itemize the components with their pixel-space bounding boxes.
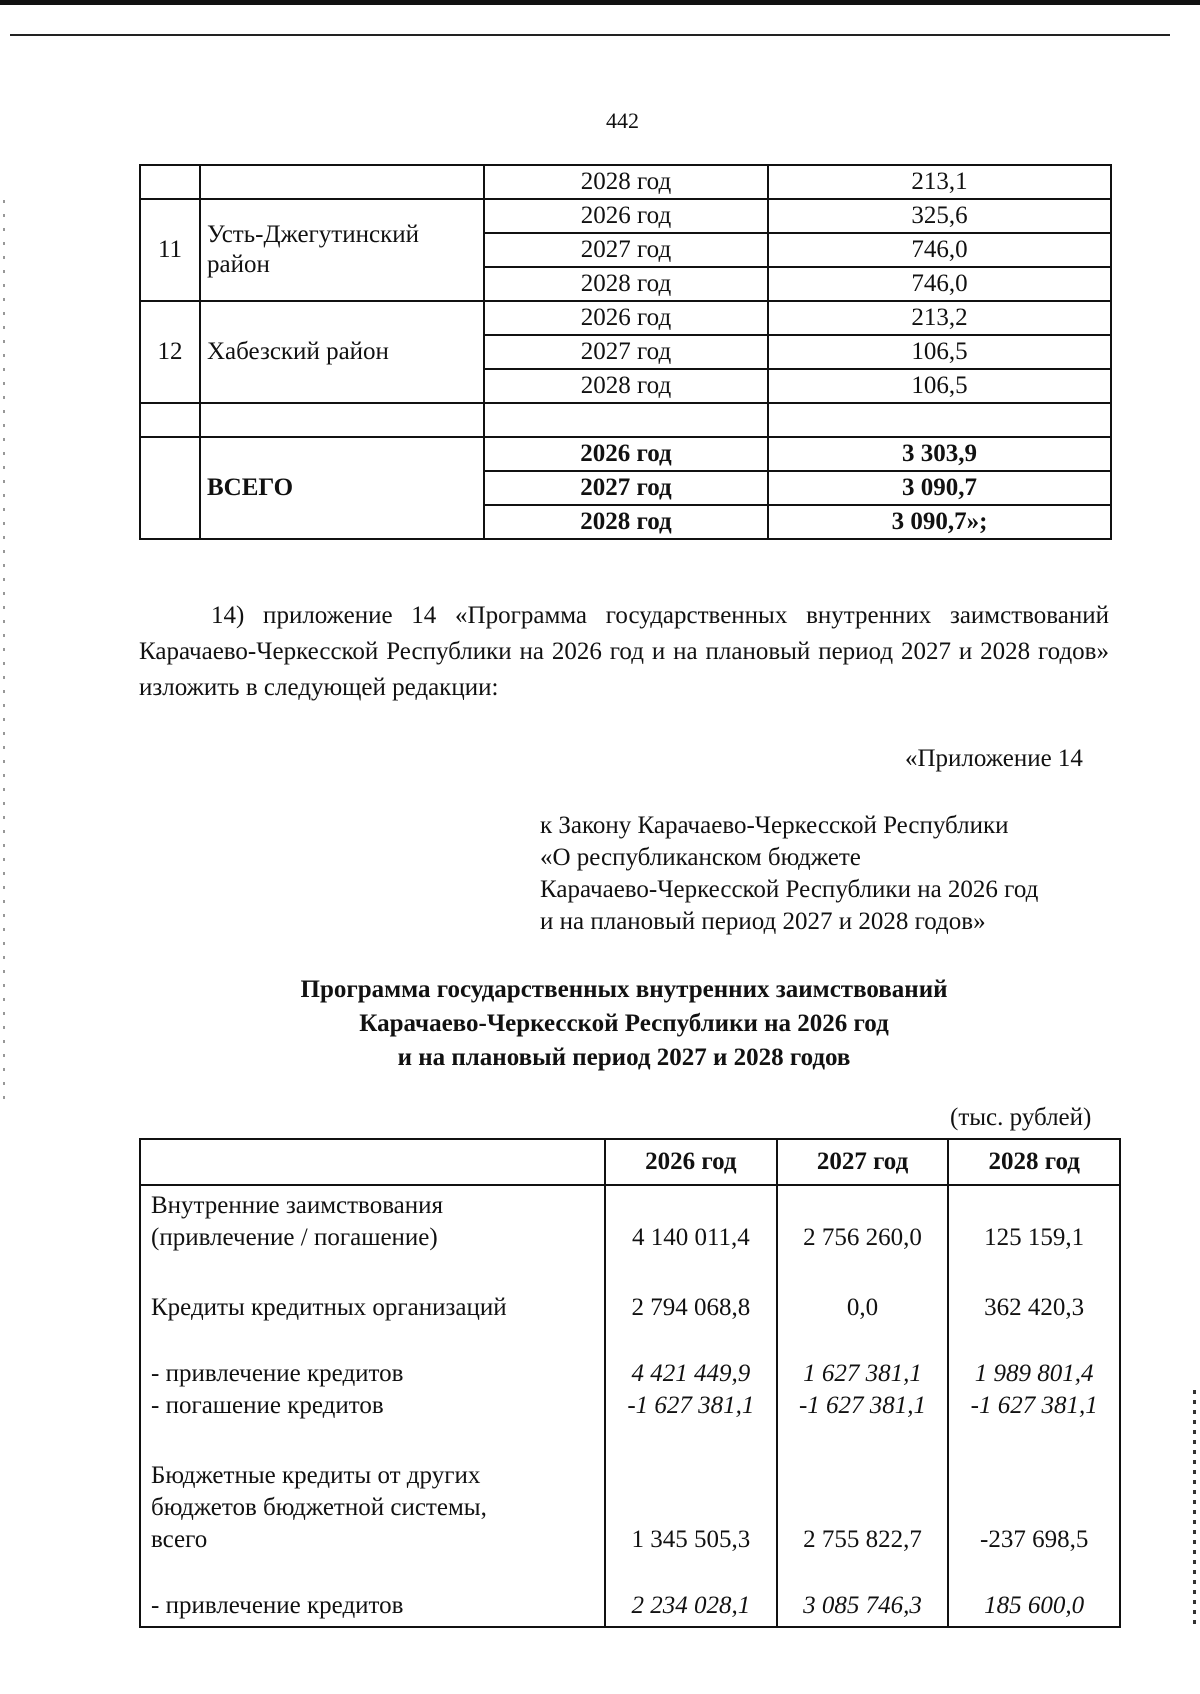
row-label-cell <box>140 1456 605 1586</box>
total-value: 3 090,7 <box>768 471 1111 505</box>
row-number <box>140 437 200 539</box>
year-cell: 2027 год <box>484 233 768 267</box>
amount-value: 185 600,0 <box>984 1592 1085 1619</box>
value-cell <box>605 1456 777 1586</box>
amount-value <box>608 1460 774 1492</box>
value-cell <box>605 1354 777 1456</box>
amount-value: -237 698,5 <box>980 1526 1089 1553</box>
amount-value <box>780 1492 946 1524</box>
value-cell <box>948 1456 1120 1586</box>
table-row <box>140 1586 1120 1627</box>
unit-label: (тыс. рублей) <box>950 1104 1092 1131</box>
row-number: 11 <box>140 199 200 301</box>
year-cell: 2026 год <box>484 437 768 471</box>
row-label: Внутренние заимствования <box>151 1192 444 1219</box>
page-number: 442 <box>606 108 639 133</box>
amount-value: 2 794 068,8 <box>631 1294 751 1321</box>
row-number <box>140 403 200 437</box>
table-row-total <box>140 437 1111 471</box>
row-label-cell <box>140 1185 605 1288</box>
value-cell <box>777 1586 949 1627</box>
amount-value: -1 627 381,1 <box>798 1392 927 1419</box>
row-label-cell <box>140 1288 605 1354</box>
amount-value: 1 345 505,3 <box>631 1526 751 1553</box>
value-cell <box>605 1586 777 1627</box>
amount-value: 4 421 449,9 <box>631 1360 751 1387</box>
program-title-line: Карачаево-Черкесской Республики на 2026 год <box>359 1010 889 1037</box>
value-cell <box>948 1586 1120 1627</box>
value-cell: 106,5 <box>768 369 1111 403</box>
scan-right-edge-marks <box>1193 1390 1196 1630</box>
total-value: 3 090,7»; <box>768 505 1111 539</box>
district-name <box>200 165 484 199</box>
amount-value: 0,0 <box>846 1294 879 1321</box>
value-cell: 213,1 <box>768 165 1111 199</box>
row-label: Бюджетные кредиты от других <box>151 1462 481 1489</box>
borrowing-program-table <box>139 1138 1121 1628</box>
amount-value: 4 140 011,4 <box>631 1224 750 1251</box>
value-cell <box>777 1288 949 1354</box>
appendix-line: и на плановый период 2027 и 2028 годов» <box>540 908 986 935</box>
row-label-cell <box>140 1354 605 1456</box>
year-cell: 2028 год <box>484 267 768 301</box>
value-cell: 325,6 <box>768 199 1111 233</box>
amount-value <box>608 1492 774 1524</box>
amount-value: -1 627 381,1 <box>970 1392 1098 1419</box>
row-label: - привлечение кредитов <box>151 1592 404 1619</box>
total-value: 3 303,9 <box>768 437 1111 471</box>
value-cell <box>777 1456 949 1586</box>
scan-top-rule <box>10 34 1170 36</box>
year-cell: 2028 год <box>484 505 768 539</box>
district-name: Хабезский район <box>200 301 484 403</box>
header-cell: 2028 год <box>948 1139 1120 1185</box>
table-row <box>140 1456 1120 1586</box>
table-row <box>140 1354 1120 1456</box>
appendix-title: «Приложение 14 <box>905 745 1083 772</box>
amount-value <box>951 1492 1117 1524</box>
table-row <box>140 301 1111 335</box>
amount-value <box>608 1190 774 1222</box>
value-cell <box>948 1354 1120 1456</box>
value-cell <box>777 1185 949 1288</box>
appendix-line: к Закону Карачаево-Черкесской Республики <box>540 812 1009 839</box>
row-label: - привлечение кредитов <box>151 1360 404 1387</box>
header-cell <box>140 1139 605 1185</box>
appendix-reference <box>540 810 1038 938</box>
table-row-empty <box>140 403 1111 437</box>
regional-allocation-table <box>139 164 1112 540</box>
value-cell <box>948 1185 1120 1288</box>
program-title-line: Программа государственных внутренних заимствований <box>300 976 948 1003</box>
year-cell <box>484 403 768 437</box>
header-cell: 2026 год <box>605 1139 777 1185</box>
value-cell <box>605 1288 777 1354</box>
year-cell: 2026 год <box>484 301 768 335</box>
value-cell: 746,0 <box>768 267 1111 301</box>
table-header-row <box>140 1139 1120 1185</box>
amount-value <box>951 1190 1117 1222</box>
amount-value <box>780 1190 946 1222</box>
value-cell <box>605 1185 777 1288</box>
amount-value: -1 627 381,1 <box>627 1392 755 1419</box>
year-cell: 2028 год <box>484 369 768 403</box>
row-label-cell <box>140 1586 605 1627</box>
amount-value: 1 627 381,1 <box>803 1360 922 1387</box>
row-label: - погашение кредитов <box>151 1392 384 1419</box>
scan-top-border <box>0 0 1200 5</box>
year-cell: 2028 год <box>484 165 768 199</box>
row-label: всего <box>151 1526 208 1553</box>
amendment-paragraph <box>139 598 1109 706</box>
value-cell: 746,0 <box>768 233 1111 267</box>
year-cell: 2026 год <box>484 199 768 233</box>
row-number: 12 <box>140 301 200 403</box>
row-label: Кредиты кредитных организаций <box>151 1294 507 1321</box>
amount-value: 2 756 260,0 <box>803 1224 922 1251</box>
appendix-line: Карачаево-Черкесской Республики на 2026 год <box>540 876 1039 903</box>
header-cell: 2027 год <box>777 1139 949 1185</box>
amount-value <box>951 1460 1117 1492</box>
amount-value: 1 989 801,4 <box>974 1360 1094 1387</box>
value-cell <box>948 1288 1120 1354</box>
amount-value <box>780 1460 946 1492</box>
table-row <box>140 1288 1120 1354</box>
value-cell: 106,5 <box>768 335 1111 369</box>
amount-value: 362 420,3 <box>984 1294 1085 1321</box>
value-cell <box>768 403 1111 437</box>
year-cell: 2027 год <box>484 471 768 505</box>
row-label: бюджетов бюджетной системы, <box>151 1494 487 1521</box>
program-title <box>139 973 1109 1075</box>
district-name <box>200 403 484 437</box>
value-cell: 213,2 <box>768 301 1111 335</box>
scan-left-edge-marks <box>3 200 5 1100</box>
program-title-line: и на плановый период 2027 и 2028 годов <box>397 1044 851 1071</box>
year-cell: 2027 год <box>484 335 768 369</box>
amount-value: 2 755 822,7 <box>803 1526 922 1553</box>
row-label: (привлечение / погашение) <box>151 1224 438 1251</box>
amount-value: 3 085 746,3 <box>803 1592 922 1619</box>
table-row <box>140 1185 1120 1288</box>
table-row <box>140 199 1111 233</box>
row-number <box>140 165 200 199</box>
amendment-text: 14) приложение 14 «Программа государственных внутренних заимствований Карачаево-Черкесской Республики на 2026 год и на плановый период 2027 и 2028 годов» изложить в следующей редакции: <box>139 602 1109 701</box>
value-cell <box>777 1354 949 1456</box>
district-name: Усть-Джегутинский район <box>200 199 484 301</box>
appendix-line: «О республиканском бюджете <box>540 844 861 871</box>
table-row <box>140 165 1111 199</box>
amount-value: 125 159,1 <box>984 1224 1085 1251</box>
total-label: ВСЕГО <box>200 437 484 539</box>
amount-value: 2 234 028,1 <box>631 1592 751 1619</box>
